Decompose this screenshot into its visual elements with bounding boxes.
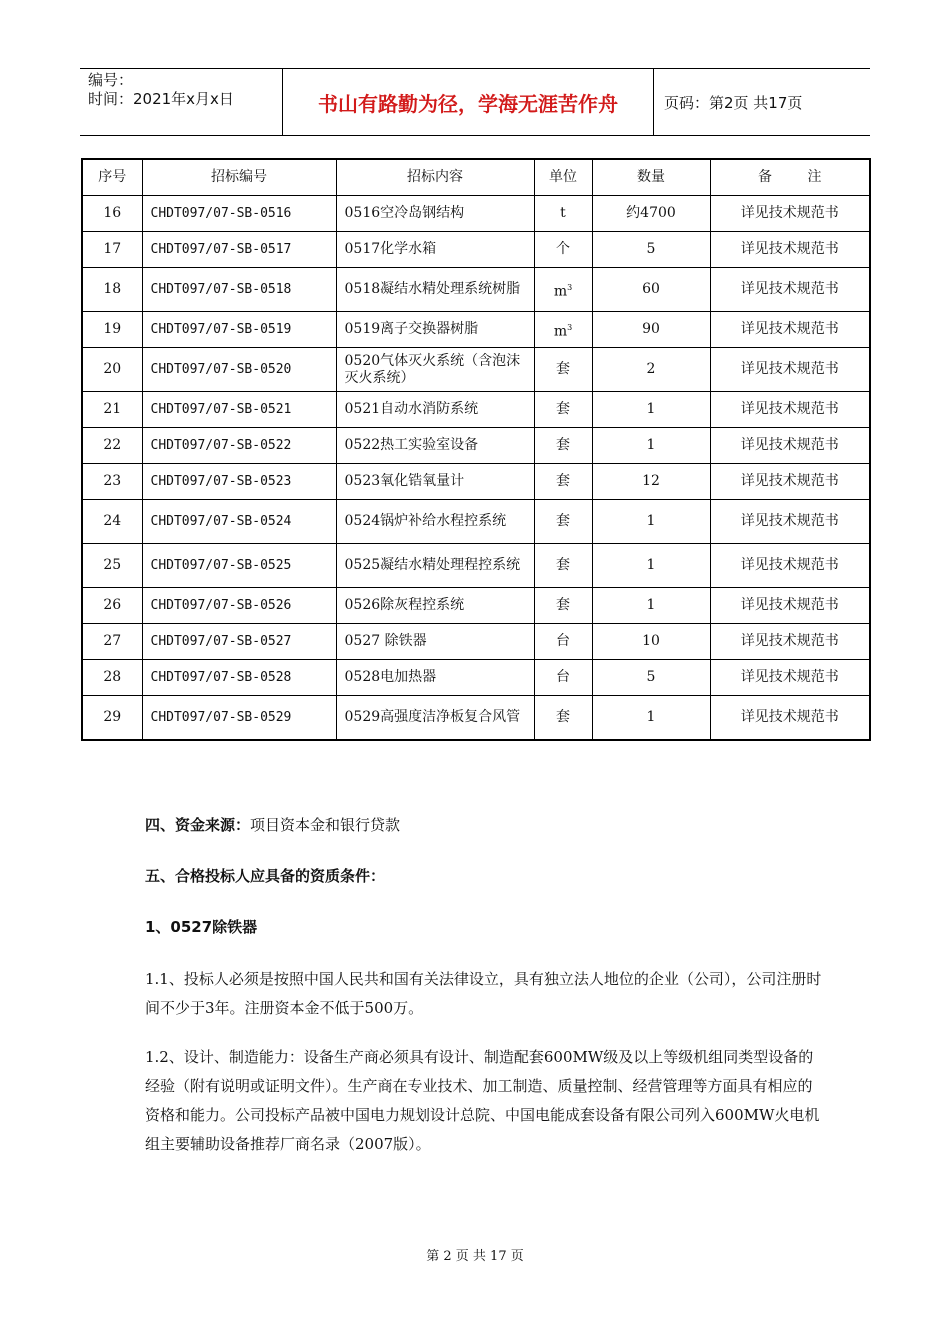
page-footer: 第 2 页 共 17 页	[426, 1249, 524, 1264]
unit-cell: 套	[534, 348, 592, 392]
bid-items-table	[81, 158, 871, 741]
item-heading	[145, 913, 825, 942]
bid-code-cell: CHDT097/07-SB-0519	[142, 312, 336, 348]
bid-code-cell: CHDT097/07-SB-0521	[142, 392, 336, 428]
table-row	[82, 696, 870, 741]
table-header-row	[82, 159, 870, 196]
bid-code-cell: CHDT097/07-SB-0529	[142, 696, 336, 741]
bid-content-cell: 0523氧化锆氧量计	[336, 464, 534, 500]
unit-cell: 套	[534, 428, 592, 464]
unit-cell: 台	[534, 660, 592, 696]
column-header: 招标内容	[336, 159, 534, 196]
row-number-cell: 28	[82, 660, 142, 696]
column-header: 招标编号	[142, 159, 336, 196]
column-header: 数量	[592, 159, 710, 196]
page-header	[80, 68, 870, 136]
funding-source-text: 项目资本金和银行贷款	[250, 816, 401, 834]
quantity-cell: 10	[592, 624, 710, 660]
table-row	[82, 660, 870, 696]
quantity-cell: 1	[592, 544, 710, 588]
bid-content-cell: 0517化学水箱	[336, 232, 534, 268]
table-row	[82, 196, 870, 232]
quantity-cell: 1	[592, 588, 710, 624]
note-cell: 详见技术规范书	[710, 232, 870, 268]
row-number-cell: 16	[82, 196, 142, 232]
bid-content-cell: 0522热工实验室设备	[336, 428, 534, 464]
row-number-cell: 27	[82, 624, 142, 660]
table-row	[82, 428, 870, 464]
table-row	[82, 500, 870, 544]
unit-cell: 套	[534, 544, 592, 588]
paragraph-1-2: 1.2、设计、制造能力：设备生产商必须具有设计、制造配套600MW级及以上等级机组同类型设备的经验（附有说明或证明文件）。生产商在专业技术、加工制造、质量控制、经营管理等方面具有相应的资格和能力。公司投标产品被中国电力规划设计总院、中国电能成套设备有限公司列入600MW火电机组主要辅助设备推荐厂商名录（2007版）。	[145, 1048, 820, 1153]
bid-content-cell: 0528电加热器	[336, 660, 534, 696]
quantity-cell: 90	[592, 312, 710, 348]
quantity-cell: 1	[592, 500, 710, 544]
row-number-cell: 24	[82, 500, 142, 544]
quantity-cell: 2	[592, 348, 710, 392]
unit-cell: 套	[534, 392, 592, 428]
column-header: 备 注	[710, 159, 870, 196]
qualification-heading	[145, 862, 825, 891]
bid-code-cell: CHDT097/07-SB-0527	[142, 624, 336, 660]
row-number-cell: 22	[82, 428, 142, 464]
note-cell: 详见技术规范书	[710, 500, 870, 544]
table-row	[82, 544, 870, 588]
bid-code-cell: CHDT097/07-SB-0517	[142, 232, 336, 268]
bid-content-cell: 0518凝结水精处理系统树脂	[336, 268, 534, 312]
quantity-cell: 约4700	[592, 196, 710, 232]
row-number-cell: 23	[82, 464, 142, 500]
quantity-cell: 1	[592, 392, 710, 428]
table-row	[82, 312, 870, 348]
quantity-cell: 12	[592, 464, 710, 500]
note-cell: 详见技术规范书	[710, 348, 870, 392]
bid-code-cell: CHDT097/07-SB-0518	[142, 268, 336, 312]
table-row	[82, 268, 870, 312]
quantity-cell: 1	[592, 696, 710, 741]
row-number-cell: 17	[82, 232, 142, 268]
unit-cell: $m^3$	[534, 312, 592, 348]
quantity-cell: 5	[592, 232, 710, 268]
row-number-cell: 21	[82, 392, 142, 428]
header-page-label: 页码：第2页 共17页	[664, 93, 803, 112]
note-cell: 详见技术规范书	[710, 544, 870, 588]
funding-source-paragraph	[145, 811, 825, 840]
unit-cell: 个	[534, 232, 592, 268]
row-number-cell: 26	[82, 588, 142, 624]
column-header: 序号	[82, 159, 142, 196]
unit-cell: 套	[534, 500, 592, 544]
header-motto: 书山有路勤为径，学海无涯苦作舟	[282, 69, 654, 135]
bid-code-cell: CHDT097/07-SB-0524	[142, 500, 336, 544]
note-cell: 详见技术规范书	[710, 392, 870, 428]
bid-content-cell: 0527 除铁器	[336, 624, 534, 660]
document-date-label: 时间：2021年x月x日	[88, 90, 234, 108]
header-meta	[80, 69, 282, 135]
unit-cell: 套	[534, 464, 592, 500]
row-number-cell: 20	[82, 348, 142, 392]
quantity-cell: 60	[592, 268, 710, 312]
table-row	[82, 392, 870, 428]
note-cell: 详见技术规范书	[710, 428, 870, 464]
column-header: 单位	[534, 159, 592, 196]
unit-cell: 台	[534, 624, 592, 660]
table-row	[82, 348, 870, 392]
table-row	[82, 464, 870, 500]
note-cell: 详见技术规范书	[710, 268, 870, 312]
note-cell: 详见技术规范书	[710, 696, 870, 741]
table-row	[82, 588, 870, 624]
bid-content-cell: 0516空冷岛钢结构	[336, 196, 534, 232]
note-cell: 详见技术规范书	[710, 196, 870, 232]
document-number-label: 编号：	[88, 71, 134, 89]
note-cell: 详见技术规范书	[710, 464, 870, 500]
table-row	[82, 232, 870, 268]
bid-content-cell: 0526除灰程控系统	[336, 588, 534, 624]
note-cell: 详见技术规范书	[710, 660, 870, 696]
bid-code-cell: CHDT097/07-SB-0526	[142, 588, 336, 624]
note-cell: 详见技术规范书	[710, 312, 870, 348]
quantity-cell: 1	[592, 428, 710, 464]
row-number-cell: 19	[82, 312, 142, 348]
unit-cell: 套	[534, 588, 592, 624]
bid-content-cell: 0519离子交换器树脂	[336, 312, 534, 348]
quantity-cell: 5	[592, 660, 710, 696]
row-number-cell: 29	[82, 696, 142, 741]
bid-content-cell: 0520气体灭火系统（含泡沫灭火系统）	[336, 348, 534, 392]
note-cell: 详见技术规范书	[710, 624, 870, 660]
unit-cell: 套	[534, 696, 592, 741]
section-heading: 五、合格投标人应具备的资质条件：	[145, 867, 386, 885]
row-number-cell: 25	[82, 544, 142, 588]
bid-code-cell: CHDT097/07-SB-0522	[142, 428, 336, 464]
bid-code-cell: CHDT097/07-SB-0528	[142, 660, 336, 696]
row-number-cell: 18	[82, 268, 142, 312]
table-row	[82, 624, 870, 660]
paragraph-1-1: 1.1、投标人必须是按照中国人民共和国有关法律设立，具有独立法人地位的企业（公司），公司注册时间不少于3年。注册资本金不低于500万。	[145, 970, 822, 1017]
unit-cell: t	[534, 196, 592, 232]
bid-code-cell: CHDT097/07-SB-0525	[142, 544, 336, 588]
bid-code-cell: CHDT097/07-SB-0523	[142, 464, 336, 500]
bid-content-cell: 0525凝结水精处理程控系统	[336, 544, 534, 588]
section-heading: 四、资金来源：	[145, 816, 251, 834]
bid-content-cell: 0524锅炉补给水程控系统	[336, 500, 534, 544]
bid-content-cell: 0521自动水消防系统	[336, 392, 534, 428]
item-heading-text: 1、0527除铁器	[145, 918, 258, 936]
note-cell: 详见技术规范书	[710, 588, 870, 624]
bid-code-cell: CHDT097/07-SB-0520	[142, 348, 336, 392]
unit-cell: $m^3$	[534, 268, 592, 312]
bid-content-cell: 0529高强度洁净板复合风管	[336, 696, 534, 741]
bid-code-cell: CHDT097/07-SB-0516	[142, 196, 336, 232]
